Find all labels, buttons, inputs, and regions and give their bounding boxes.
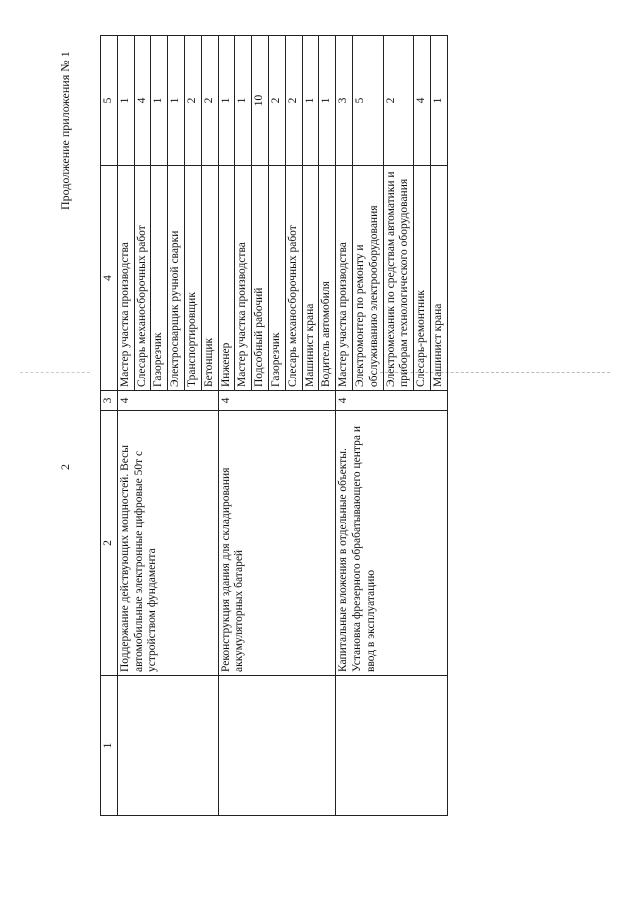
table-row [336,36,353,816]
position-name: Бетонщик [201,166,218,391]
position-count: 5 [352,36,383,166]
position-name: Транспортировщик [184,166,201,391]
section-col3-value: 4 [218,391,336,411]
position-count: 4 [134,36,151,166]
position-name: Инженер [218,166,235,391]
position-count: 2 [383,36,414,166]
project-name: Поддержание действующих мощностей. Весы автомобильные электронные цифровые 50т с устройством фундамента [117,411,218,676]
col-number-3: 3 [101,391,118,411]
scan-line [20,372,90,373]
project-name: Капитальные вложения в отдельные объекты. Установка фрезерного обрабатывающего центра и ввод в эксплуатацию [336,411,448,676]
table-row [218,36,235,816]
page-number: 2 [58,464,72,470]
position-count: 10 [252,36,269,166]
position-count: 1 [319,36,336,166]
position-name: Газорезчик [151,166,168,391]
position-name: Электромеханик по средствам автоматики и приборам технологического оборудования [383,166,414,391]
position-name: Машинист крана [302,166,319,391]
position-count: 1 [218,36,235,166]
position-count: 1 [117,36,134,166]
position-count: 1 [168,36,185,166]
position-name: Машинист крана [430,166,447,391]
position-count: 1 [430,36,447,166]
position-name: Газорезчик [268,166,285,391]
col-number-1: 1 [101,676,118,816]
col-number-5: 5 [101,36,118,166]
position-name: Мастер участка производства [336,166,353,391]
section-col3-value: 4 [117,391,218,411]
position-count: 2 [268,36,285,166]
position-count: 1 [151,36,168,166]
staffing-table [100,35,448,816]
continuation-note: Продолжение приложения № 1 [58,51,72,210]
position-count: 3 [336,36,353,166]
col-number-4: 4 [101,166,118,391]
position-name: Электросварщик ручной сварки [168,166,185,391]
section-col1 [336,676,448,816]
col-number-2: 2 [101,411,118,676]
position-count: 2 [201,36,218,166]
position-name: Слесарь механосборочных работ [134,166,151,391]
position-name: Подсобный рабочий [252,166,269,391]
position-count: 2 [184,36,201,166]
rotated-table-container [100,36,608,816]
position-count: 1 [302,36,319,166]
section-col3-value: 4 [336,391,448,411]
position-name: Слесарь механосборочных работ [285,166,302,391]
table-body [101,36,448,816]
section-col1 [218,676,336,816]
section-col1 [117,676,218,816]
position-count: 2 [285,36,302,166]
table-row [117,36,134,816]
position-name: Мастер участка производства [235,166,252,391]
project-name: Реконструкция здания для складирования аккумуляторных батарей [218,411,336,676]
position-count: 4 [414,36,431,166]
position-count: 1 [235,36,252,166]
position-name: Водитель автомобиля [319,166,336,391]
column-number-row [101,36,118,816]
position-name: Электромонтер по ремонту и обслуживанию электрооборудования [352,166,383,391]
position-name: Мастер участка производства [117,166,134,391]
position-name: Слесарь-ремонтник [414,166,431,391]
